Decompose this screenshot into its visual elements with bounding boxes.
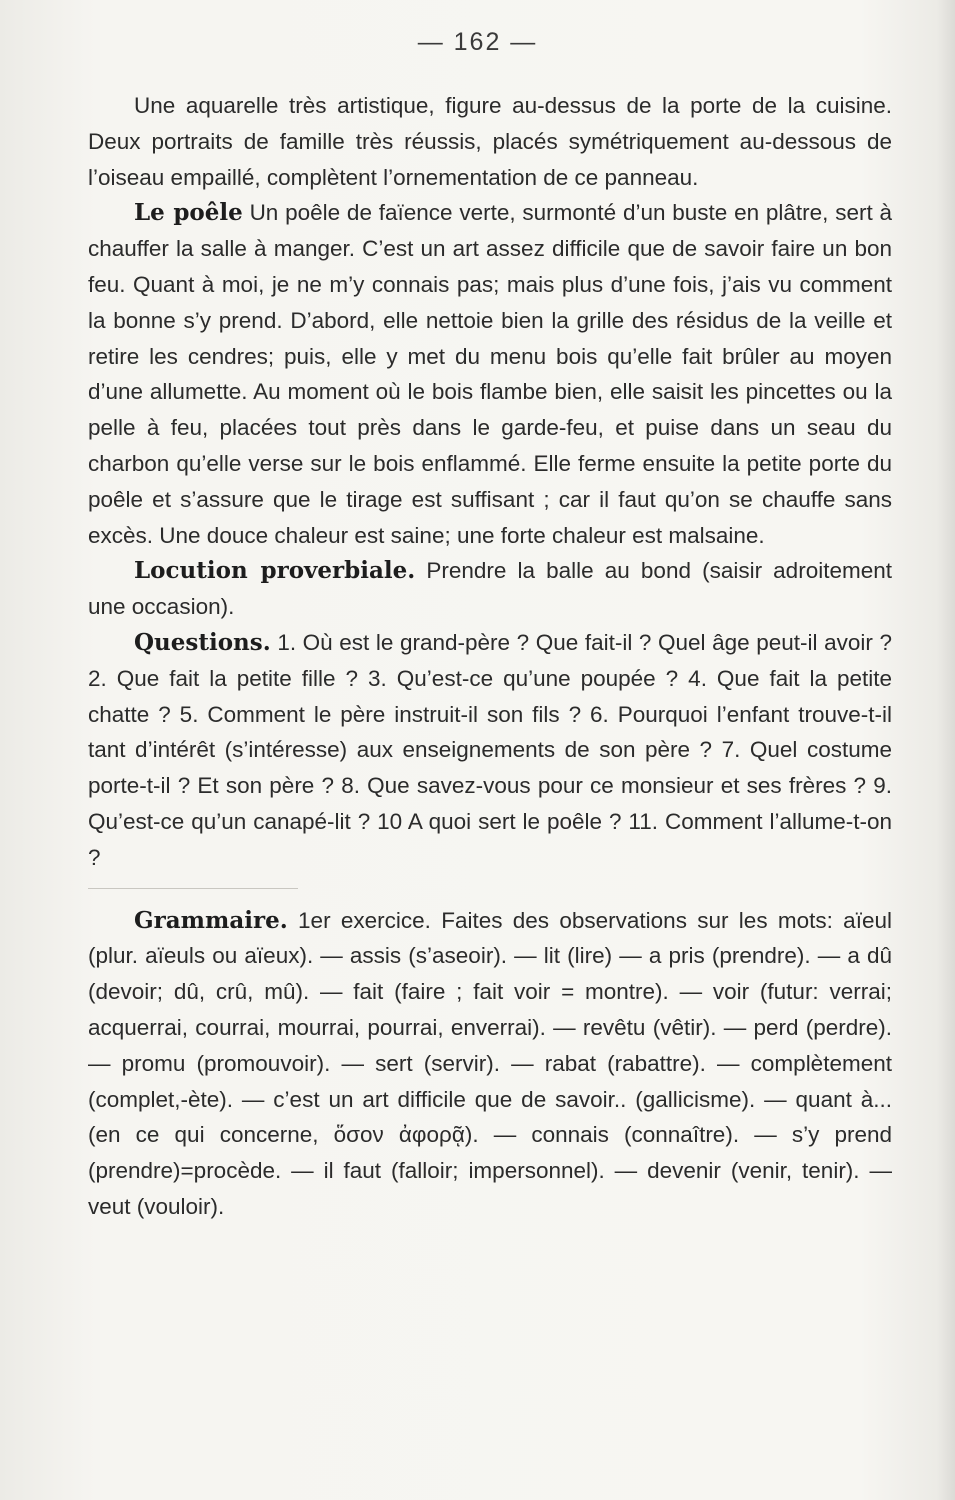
paragraph-questions [88,625,892,876]
paragraph-text: Prendre la balle au bond (saisir adroitement une occasion). [88,558,892,620]
page-edge-shadow [937,0,955,1500]
section-divider [88,888,298,889]
section-label-grammaire: Grammaire. [134,906,288,934]
paragraph-text: 1. Où est le grand-père ? Que fait-il ? Quel âge peut-il avoir ? 2. Que fait la petite fille ? 3. Qu’est-ce qu’une poupée ? 4. Que fait la petite chatte ? 5. Comment le père instruit-il son fils ? 6. Pourquoi l’enfant trouve-t-il tant d’intérêt (s’intéresse) aux enseignements de son père ? 7. Quel costume porte-t-il ? Et son père ? 8. Que savez-vous pour ce monsieur et ses frères ? 9. Qu’est-ce qu’un canapé-lit ? 10 A quoi sert le poêle ? 11. Comment l’allume-t-on ? [88,629,892,870]
paragraph-poele [88,195,892,553]
paragraph-locution [88,553,892,625]
section-label-poele: Le poêle [134,199,243,227]
page-body [88,88,892,1225]
section-label-questions: Questions. [134,628,271,656]
paragraph-text: 1er exercice. Faites des observations sur les mots: aïeul (plur. aïeuls ou aïeux). — assis (s’aseoir). — lit (lire) — a pris (prendre). — a dû (devoir; dû, crû, mû). — fait (faire ; fait voir = montre). — voir (futur: verrai; acquerrai, courrai, mourrai, pourrai, enverrai). — revêtu (vêtir). — perd (perdre). — promu (promouvoir). — sert (servir). — rabat (rabattre). — complètement (complet,-ète). — c’est un art difficile que de savoir.. (gallicisme). — quant à... (en ce qui concerne, ὅσον ἀφορᾷ). — connais (connaître). — s’y prend (prendre)=procède. — il faut (falloir; impersonnel). — devenir (venir, tenir). — veut (vouloir). [88,907,892,1219]
paragraph-text: Une aquarelle très artistique, figure au-dessus de la porte de la cuisine. Deux portraits de famille très réussis, placés symétriquement au-dessous de l’oiseau empaillé, complètent l’ornementation de ce panneau. [88,93,892,190]
paragraph-grammaire [88,903,892,1225]
section-label-locution: Locution proverbiale. [134,557,416,585]
paragraph-aquarelle [88,88,892,195]
paragraph-text: Un poêle de faïence verte, surmonté d’un buste en plâtre, sert à chauffer la salle à manger. C’est un art assez difficile que de savoir faire un bon feu. Quant à moi, je ne m’y connais pas; mais plus d’une fois, j’ais vu comment la bonne s’y prend. D’abord, elle nettoie bien la grille des résidus de la veille et retire les cendres; puis, elle y met du menu bois qu’elle fait brûler au moyen d’une allumette. Au moment où le bois flambe bien, elle saisit les pincettes ou la pelle à feu, placées tout près dans le garde-feu, et puise dans un seau du charbon qu’elle verse sur le bois enflammé. Elle ferme ensuite la petite porte du poêle et s’assure que le tirage est suffisant ; car il faut qu’on se chauffe sans excès. Une douce chaleur est saine; une forte chaleur est malsaine. [88,200,892,548]
page-number: — 162 — [417,28,538,56]
